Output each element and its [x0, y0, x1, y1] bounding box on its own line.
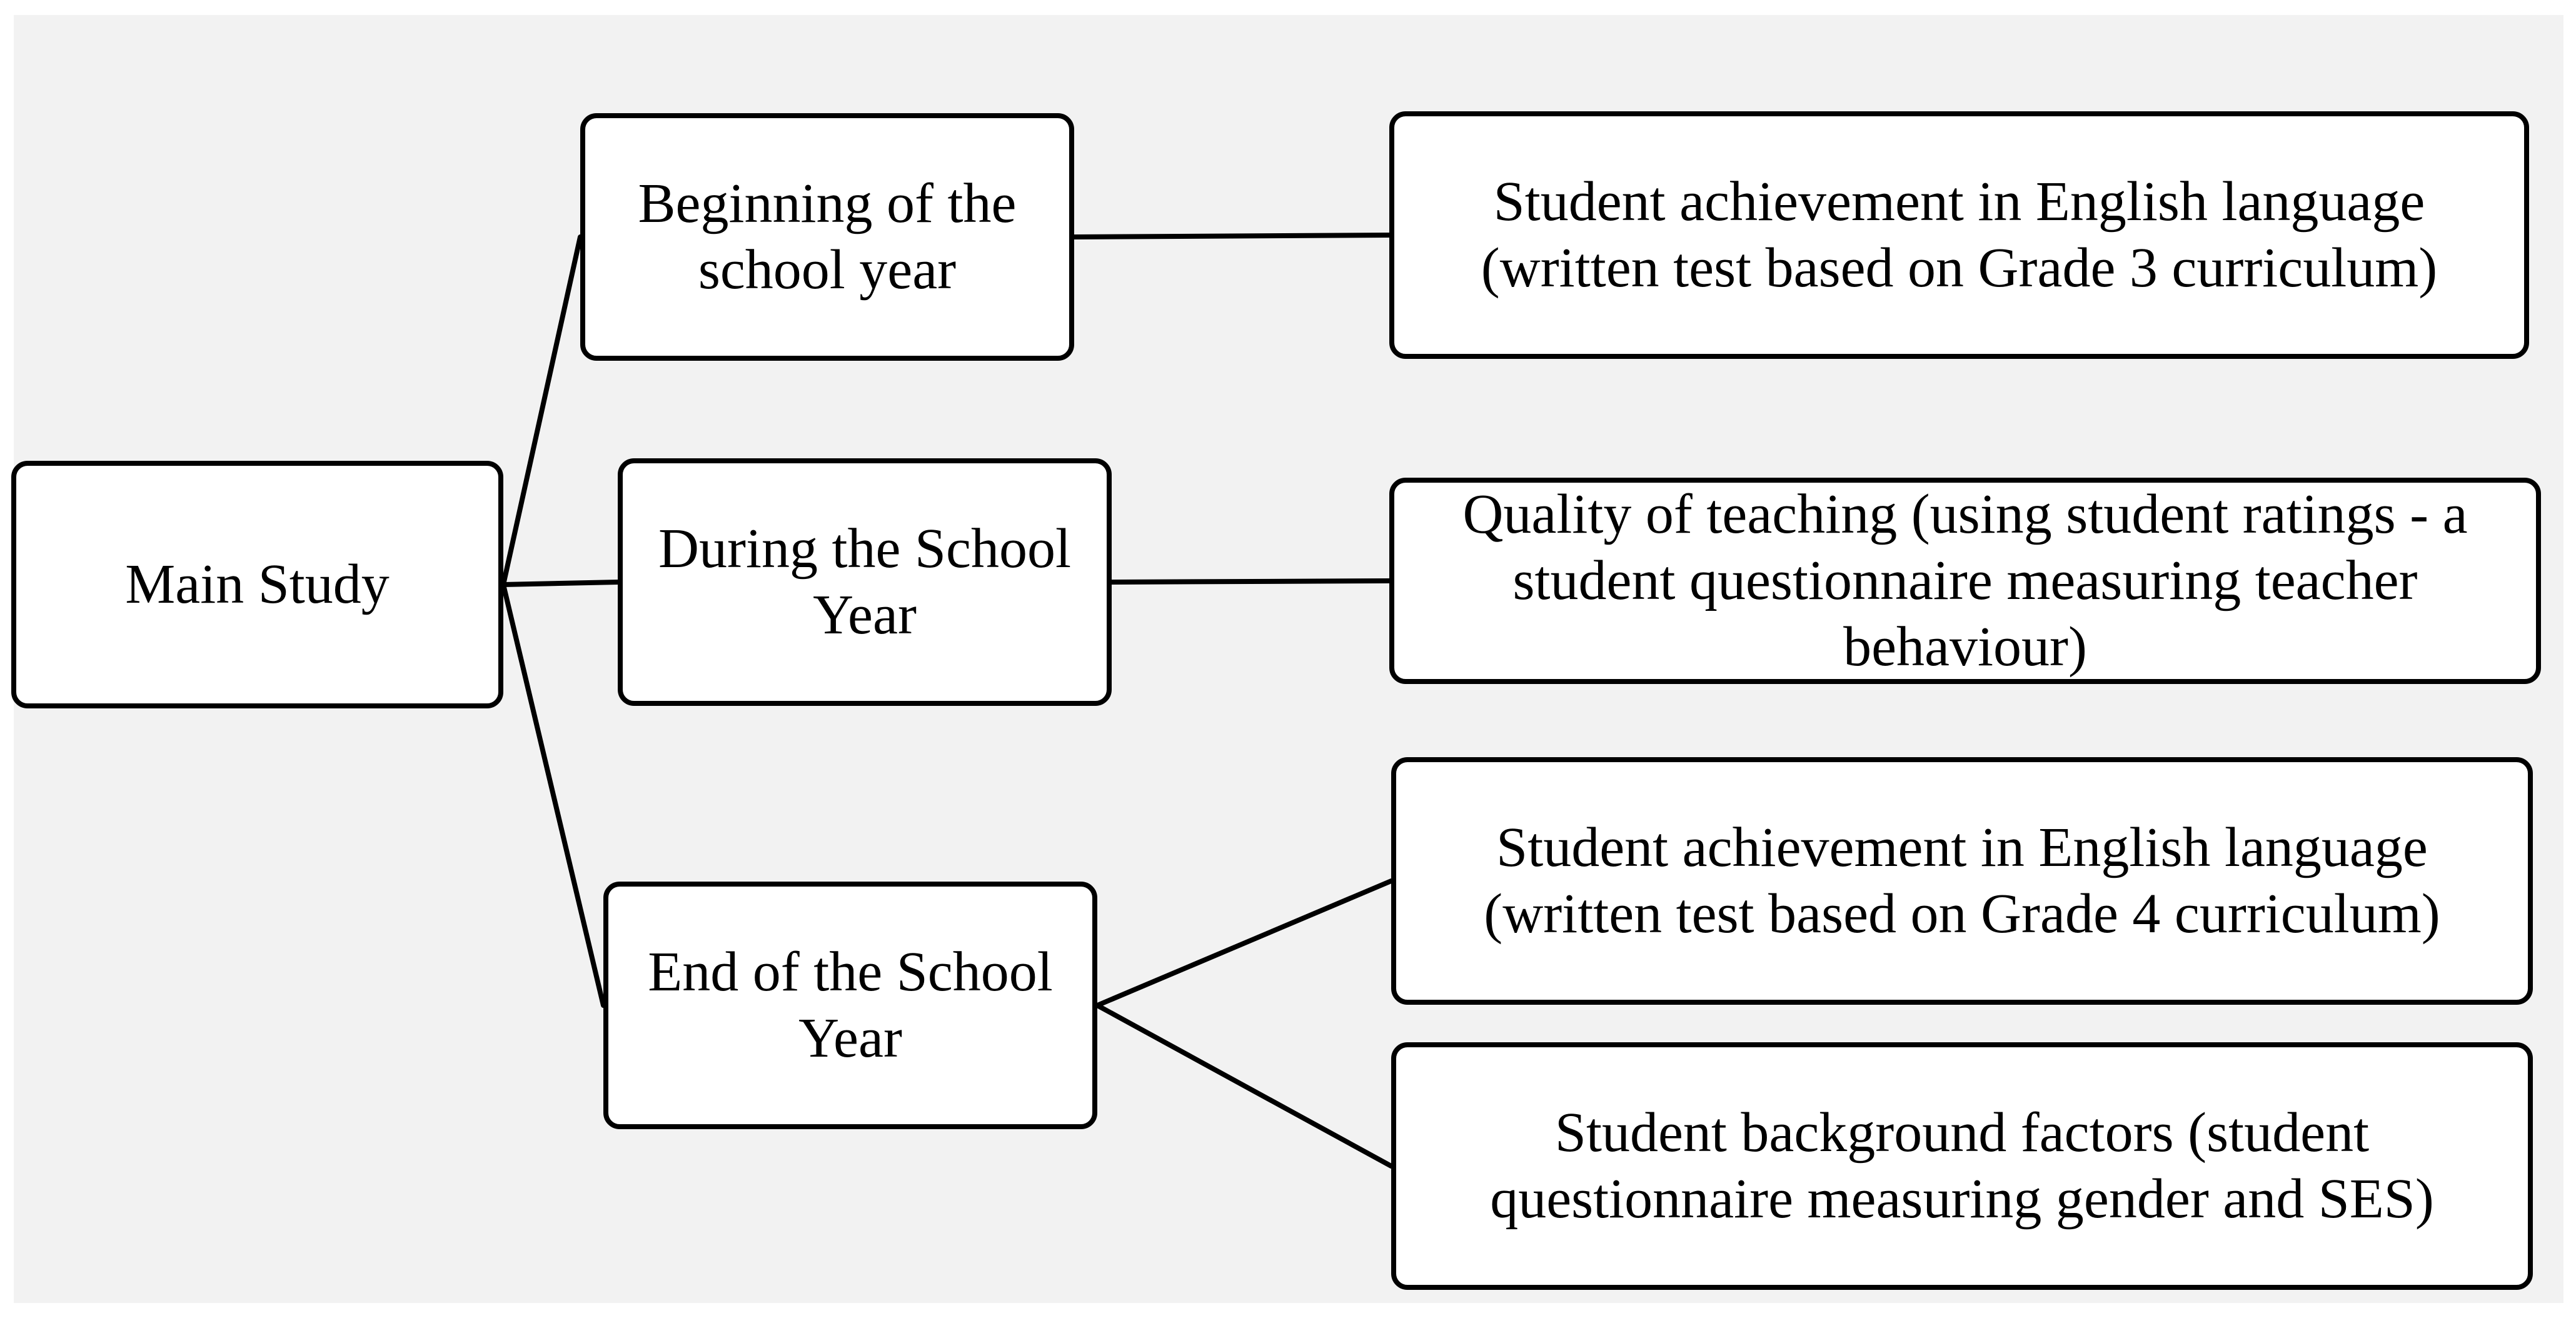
during-year-node: [618, 458, 1112, 706]
during-measure-node: [1389, 478, 2541, 684]
main-study-node: [11, 461, 503, 708]
beginning-measure-node: [1389, 111, 2529, 359]
end-of-year-label: End of the School Year: [648, 941, 1053, 1069]
connector-main-end: [503, 585, 603, 1005]
connector-end-background: [1097, 1005, 1391, 1166]
end-achievement-measure-label: Student achievement in English language (written test based on Grade 4 curriculum): [1484, 817, 2440, 945]
during-year-label: During the School Year: [658, 518, 1071, 646]
connector-beginning-measure: [1074, 235, 1389, 237]
end-background-measure-label: Student background factors (student questionnaire measuring gender and SES): [1490, 1102, 2434, 1230]
end-of-year-node: [603, 882, 1097, 1129]
connector-main-beginning: [503, 237, 580, 585]
beginning-of-year-label: Beginning of the school year: [638, 173, 1017, 301]
end-achievement-measure-node: [1391, 757, 2533, 1005]
during-measure-label: Quality of teaching (using student ratings - a student questionnaire measuring teacher behaviour): [1462, 483, 2468, 678]
beginning-measure-label: Student achievement in English language (written test based on Grade 3 curriculum): [1481, 171, 2438, 299]
connector-main-during: [503, 582, 618, 585]
end-background-measure-node: [1391, 1042, 2533, 1290]
connector-end-achievement: [1097, 881, 1391, 1005]
beginning-of-year-node: [580, 113, 1074, 361]
connector-during-measure: [1112, 581, 1389, 582]
main-study-label: Main Study: [125, 553, 390, 615]
